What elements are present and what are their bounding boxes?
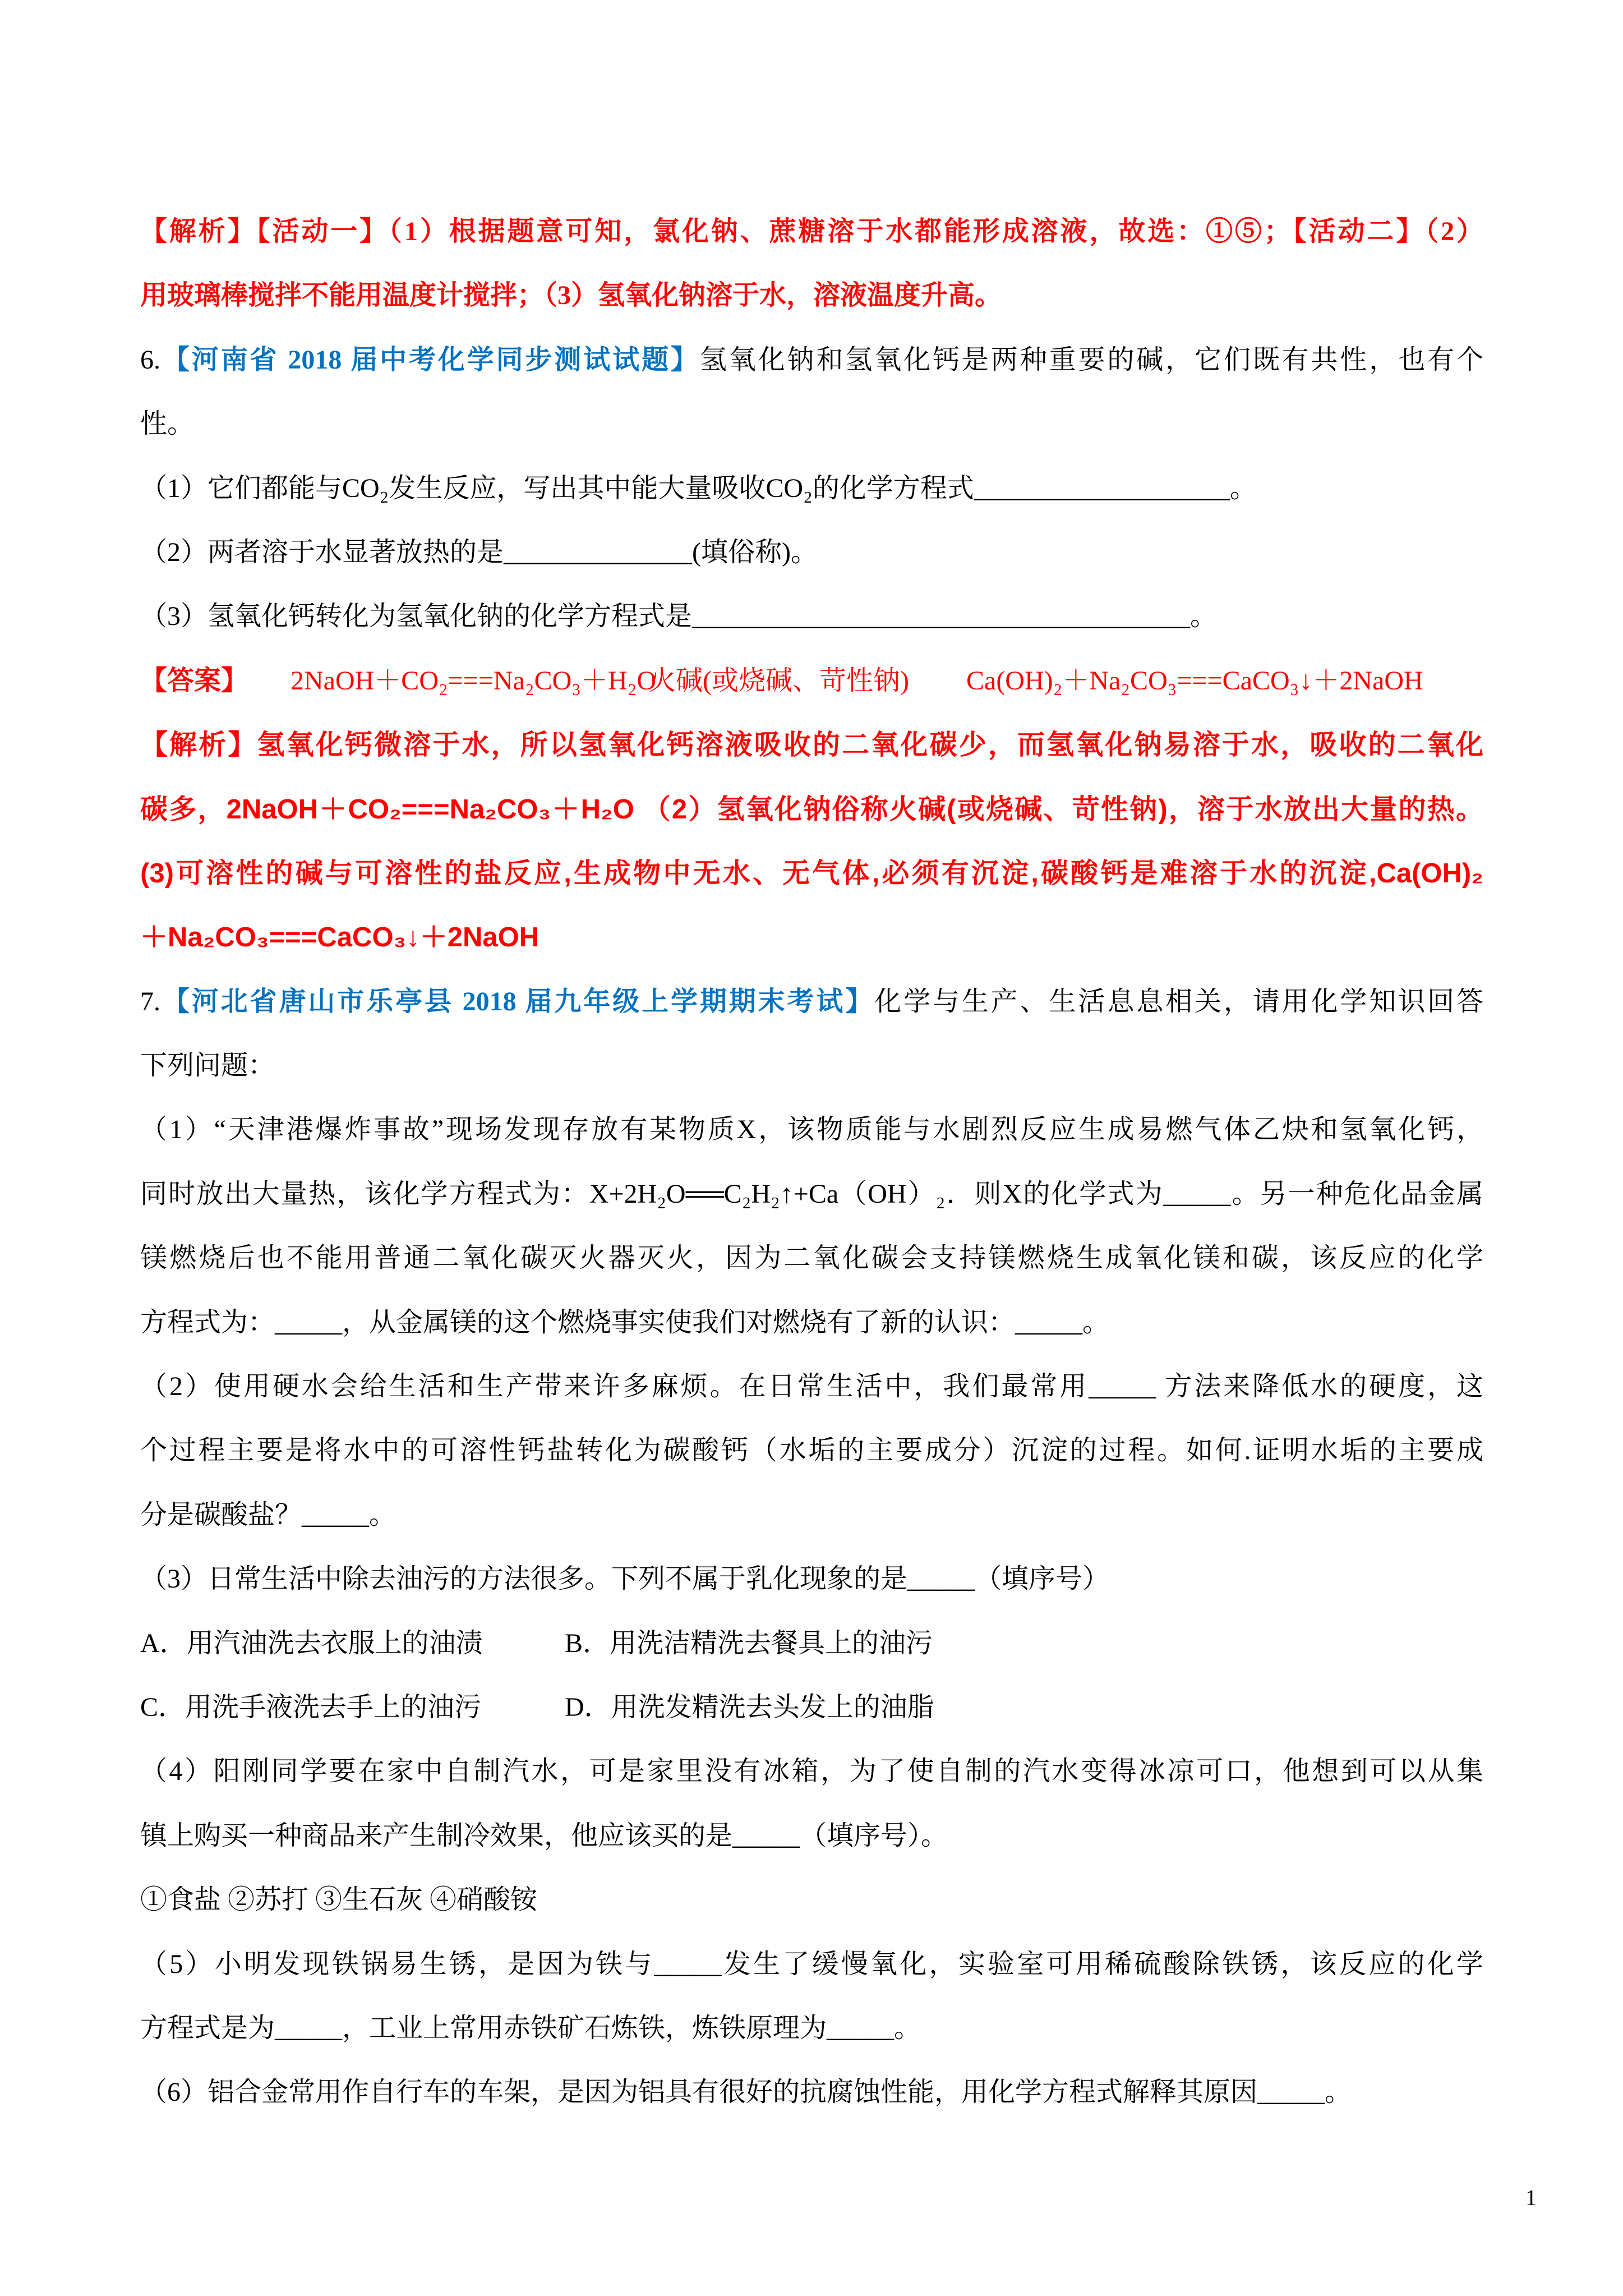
q6-part-1: （1）它们都能与CO₂发生反应，写出其中能大量吸收CO₂的化学方程式___________________。 xyxy=(140,473,1257,503)
q5-analysis-line-1: 【解析】【活动一】（1）根据题意可知，氯化钠、蔗糖溶于水都能形成溶液，故选：①⑤；【活动二】（2） xyxy=(140,217,1483,246)
q7-header-line xyxy=(140,970,1483,1034)
page-number: 1 xyxy=(1525,2185,1537,2210)
q6-answer-label: 【答案】 xyxy=(140,665,248,696)
q7-part-5-line-2: 方程式是为_____，工业上常用赤铁矿石炼铁，炼铁原理为_____。 xyxy=(140,2013,921,2043)
q7-option-d: D．用洗发精洗去头发上的油脂 xyxy=(565,1692,934,1722)
q6-analysis-line-1: 【解析】氢氧化钙微溶于水，所以氢氧化钙溶液吸收的二氧化碳少，而氢氧化钠易溶于水，吸收的二氧化 xyxy=(140,730,1483,761)
q7-option-b: B．用洗洁精洗去餐具上的油污 xyxy=(565,1628,933,1658)
q6-header-line xyxy=(140,328,1483,392)
q7-part-4-choices: ①食盐 ②苏打 ③生石灰 ④硝酸铵 xyxy=(140,1885,538,1915)
q7-option-c: C．用洗手液洗去手上的油污 xyxy=(140,1692,482,1722)
q7-part-1-line-1: （1）“天津港爆炸事故”现场发现存放有某物质X，该物质能与水剧烈反应生成易燃气体乙炔和氢氧化钙， xyxy=(140,1115,1483,1145)
q6-source: 【河南省 2018 届中考化学同步测试试题】 xyxy=(160,344,700,375)
q7-part-2-line-2: 个过程主要是将水中的可溶性钙盐转化为碳酸钙（水垢的主要成分）沉淀的过程。如何.证明水垢的主要成 xyxy=(140,1435,1483,1466)
q7-part-2-line-3: 分是碳酸盐？_____。 xyxy=(140,1499,396,1530)
q7-option-row-2 xyxy=(140,1676,1483,1740)
q7-source: 【河北省唐山市乐亭县 2018 届九年级上学期期末考试】 xyxy=(160,986,875,1016)
q6-part-2: （2）两者溶于水显著放热的是______________(填俗称)。 xyxy=(140,537,818,567)
q7-part-3-question: （3）日常生活中除去油污的方法很多。下列不属于乳化现象的是_____（填序号） xyxy=(140,1564,1110,1594)
q7-option-a: A．用汽油洗去衣服上的油渍 xyxy=(140,1628,483,1658)
q7-part-4-line-1: （4）阳刚同学要在家中自制汽水，可是家里没有冰箱，为了使自制的汽水变得冰凉可口，他想到可以从集 xyxy=(140,1756,1483,1787)
page-content xyxy=(140,200,1483,2125)
q6-answer-item-1: 2NaOH＋CO₂===Na₂CO₃＋H₂O xyxy=(291,665,657,696)
q7-stem-line-1: 化学与生产、生活息息相关，请用化学知识回答 xyxy=(874,986,1483,1016)
q7-part-1-line-2: 同时放出大量热，该化学方程式为：X+2H₂O══C₂H₂↑+Ca（OH）₂．则X的化学式为_____。另一种危化品金属 xyxy=(140,1179,1483,1209)
q6-answer-item-3: Ca(OH)₂＋Na₂CO₃===CaCO₃↓＋2NaOH xyxy=(966,665,1423,696)
q5-analysis-line-2: 用玻璃棒搅拌不能用温度计搅拌；（3）氢氧化钠溶于水，溶液温度升高。 xyxy=(140,280,1002,311)
q6-analysis-line-2: 碳多，2NaOH＋CO₂===Na₂CO₃＋H₂O （2）氢氧化钠俗称火碱(或烧碱、苛性钠)，溶于水放出大量的热。 xyxy=(140,794,1483,825)
q6-stem-line-2: 性。 xyxy=(140,409,195,439)
q6-answer-line xyxy=(140,649,1483,713)
q6-stem-line-1: 氢氧化钠和氢氧化钙是两种重要的碱，它们既有共性，也有个 xyxy=(699,344,1483,375)
q7-part-1-line-4: 方程式为：_____，从金属镁的这个燃烧事实使我们对燃烧有了新的认识：_____。 xyxy=(140,1307,1110,1337)
q7-number: 7. xyxy=(140,986,160,1016)
q7-part-1-line-3: 镁燃烧后也不能用普通二氧化碳灭火器灭火，因为二氧化碳会支持镁燃烧生成氧化镁和碳，该反应的化学 xyxy=(140,1243,1483,1273)
q7-part-5-line-1: （5）小明发现铁锅易生锈，是因为铁与_____发生了缓慢氧化，实验室可用稀硫酸除铁锈，该反应的化学 xyxy=(140,1949,1483,1979)
q7-part-6-line-1: （6）铝合金常用作自行车的车架，是因为铝具有很好的抗腐蚀性能，用化学方程式解释其原因_____。 xyxy=(140,2077,1352,2108)
q7-part-4-line-2: 镇上购买一种商品来产生制冷效果，他应该买的是_____（填序号）。 xyxy=(140,1820,948,1851)
q6-part-3: （3）氢氧化钙转化为氢氧化钠的化学方程式是_____________________________________。 xyxy=(140,601,1218,632)
q7-part-2-line-1: （2）使用硬水会给生活和生产带来许多麻烦。在日常生活中，我们最常用_____ 方法来降低水的硬度，这 xyxy=(140,1372,1483,1402)
q6-answer-item-2: 火碱(或烧碱、苛性钠) xyxy=(649,665,909,696)
q7-stem-line-2: 下列问题： xyxy=(140,1051,275,1081)
q6-analysis-line-3: (3)可溶性的碱与可溶性的盐反应,生成物中无水、无气体,必须有沉淀,碳酸钙是难溶于水的沉淀,Ca(OH)₂ xyxy=(140,858,1483,889)
q6-number: 6. xyxy=(140,344,160,375)
q6-analysis-line-4: ＋Na₂CO₃===CaCO₃↓＋2NaOH xyxy=(140,922,540,953)
q7-option-row-1 xyxy=(140,1612,1483,1676)
